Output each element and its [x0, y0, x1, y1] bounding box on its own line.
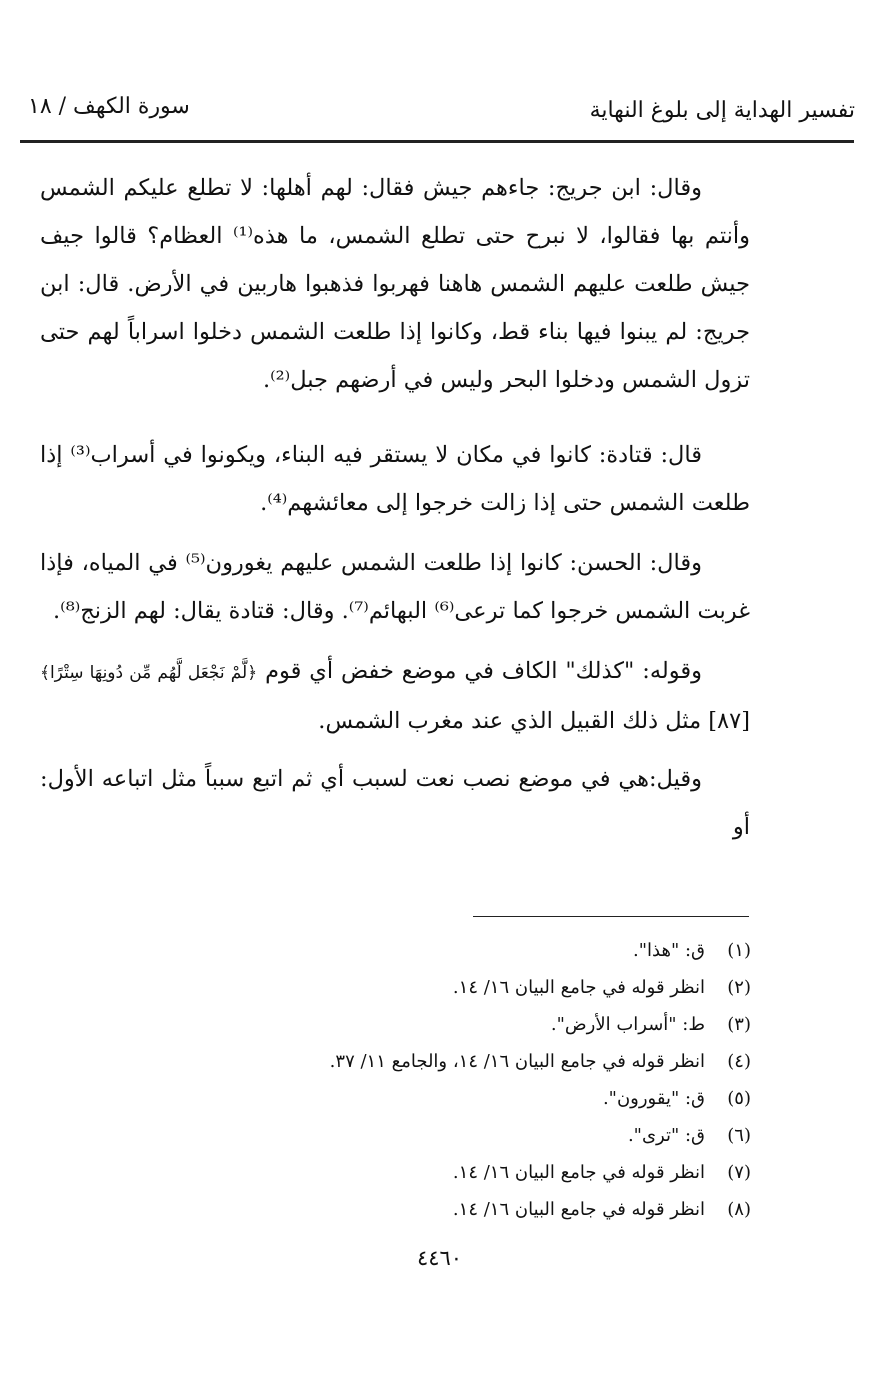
footnote-text: ط: "أسراب الأرض". [550, 1014, 705, 1035]
running-header [20, 92, 859, 132]
quran-verse: ﴿لَّمْ نَجْعَل لَّهُم مِّن دُونِهَا سِتْرًا﴾ [40, 663, 258, 683]
paragraph-kadhalika-before: وقوله: "كذلك" الكاف في موضع خفض أي قوم [265, 658, 702, 684]
footnote [281, 1191, 751, 1228]
footnote-number: (١) [727, 940, 751, 961]
footnote-text: ق: "هذا". [633, 940, 705, 961]
main-text [40, 164, 750, 863]
footnotes [281, 932, 751, 1228]
footnote-text: انظر قوله في جامع البيان ١٦/ ١٤، والجامع ١١/ ٣٧. [329, 1051, 705, 1072]
footnote-text: انظر قوله في جامع البيان ١٦/ ١٤. [452, 1199, 705, 1220]
footnote [281, 1117, 751, 1154]
footnote-number: (٨) [727, 1199, 751, 1220]
footnote-number: (٧) [727, 1162, 751, 1183]
paragraph-ibn-jurayj: وقال: ابن جريج: جاءهم جيش فقال: لهم أهلها: لا تطلع عليكم الشمس وأنتم بها فقالوا، لا نبرح حتى تطلع الشمس، ما هذه⁽¹⁾ العظام؟ قالوا جيف جيش طلعت عليهم الشمس هاهنا فهربوا فذهبوا هاربين في الأرض. قال: ابن جريج: لم يبنوا فيها بناء قط، وكانوا إذا طلعت الشمس دخلوا اسراباً لهم حتى تزول الشمس ودخلوا البحر وليس في أرضهم جبل⁽²⁾. [40, 175, 750, 393]
header-rule [20, 140, 854, 143]
footnote-number: (٣) [727, 1014, 751, 1035]
chapter-label: سورة الكهف / ١٨ [28, 94, 190, 119]
paragraph-kadhalika [40, 647, 750, 743]
paragraph-qatada: قال: قتادة: كانوا في مكان لا يستقر فيه البناء، ويكونوا في أسراب⁽³⁾ إذا طلعت الشمس حتى إذا زالت خرجوا إلى معائشهم⁽⁴⁾. [40, 442, 750, 516]
footnote [281, 1080, 751, 1117]
footnote-number: (٦) [727, 1125, 751, 1146]
paragraph-hasan: وقال: الحسن: كانوا إذا طلعت الشمس عليهم يغورون⁽⁵⁾ في المياه، فإذا غربت الشمس خرجوا كما ترعى⁽⁶⁾ البهائم⁽⁷⁾. وقال: قتادة يقال: لهم الزنج⁽⁸⁾. [40, 550, 750, 624]
footnote [281, 1154, 751, 1191]
footnote-number: (٥) [727, 1088, 751, 1109]
footnote [281, 1006, 751, 1043]
footnote-text: انظر قوله في جامع البيان ١٦/ ١٤. [452, 1162, 705, 1183]
paragraph-qila: وقيل:هي في موضع نصب نعت لسبب أي ثم اتبع سبباً مثل اتباعه الأول: أو [40, 766, 750, 840]
footnote-number: (٤) [727, 1051, 751, 1072]
footnote [281, 1043, 751, 1080]
footnote-number: (٢) [727, 977, 751, 998]
footnote [281, 932, 751, 969]
footnote [281, 969, 751, 1006]
footnote-text: ق: "يقورون". [602, 1088, 705, 1109]
page-number: ٤٤٦٠ [416, 1246, 463, 1270]
footnote-text: ق: "ترى". [627, 1125, 705, 1146]
book-title: تفسير الهداية إلى بلوغ النهاية [589, 98, 855, 123]
paragraph-kadhalika-after: [٨٧] مثل ذلك القبيل الذي عند مغرب الشمس. [318, 708, 750, 734]
footnote-text: انظر قوله في جامع البيان ١٦/ ١٤. [452, 977, 705, 998]
footnote-rule [473, 916, 749, 917]
